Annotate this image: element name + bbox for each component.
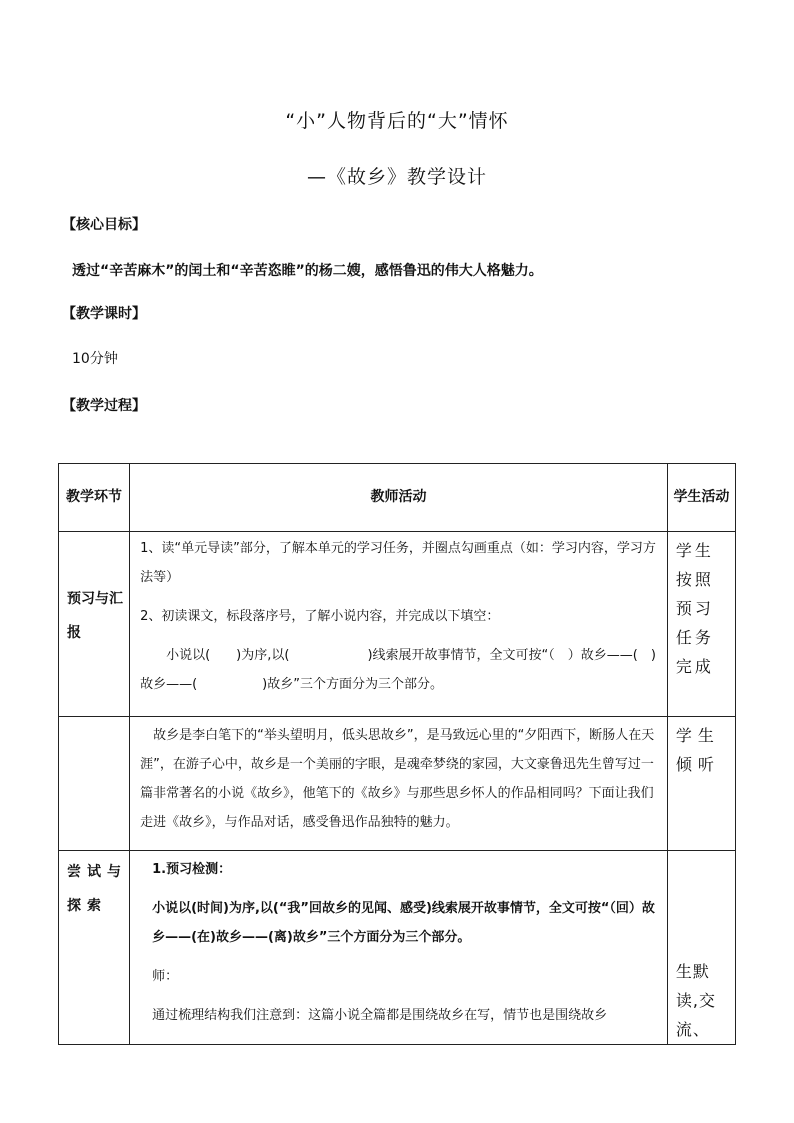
teacher-text-line: 师： — [152, 969, 179, 984]
lesson-table — [58, 463, 736, 1045]
student-activity-text: 生默读,交流、 — [675, 962, 716, 1039]
header-cell-teacher — [130, 464, 668, 532]
stage-label: 预习与汇报 — [67, 591, 123, 641]
stage-label — [59, 717, 129, 767]
stage-cell — [59, 851, 130, 1045]
student-cell — [667, 717, 735, 851]
teacher-cell — [130, 717, 668, 851]
teacher-text-line: 1.预习检测： — [152, 862, 232, 877]
teacher-text-line: 1、读“单元导读”部分，了解本单元的学习任务，并圈点勾画重点（如：学习内容，学习方法等） — [140, 541, 656, 585]
document-subtitle: —《故乡》教学设计 — [306, 166, 487, 188]
header-teacher-label: 教师活动 — [370, 489, 427, 505]
student-activity-text: 学生按照预习任务完成 — [675, 541, 714, 676]
header-stage-label: 教学环节 — [66, 489, 123, 505]
teacher-cell — [130, 532, 668, 717]
stage-cell — [59, 717, 130, 851]
header-cell-student — [667, 464, 735, 532]
time-heading: 【教学课时】 — [62, 306, 146, 322]
header-cell-stage — [59, 464, 130, 532]
teacher-text-line: 小说以( )为序,以( )线索展开故事情节，全文可按“（ ）故乡——( )故乡——( )故乡”三个方面分为三个部分。 — [140, 648, 656, 692]
goal-heading: 【核心目标】 — [62, 217, 146, 233]
time-text: 10分钟 — [72, 351, 118, 367]
student-cell — [667, 532, 735, 717]
document-title: “小”人物背后的“大”情怀 — [285, 110, 509, 132]
table-row — [59, 532, 736, 717]
teacher-text-line: 小说以(时间)为序,以(“我”回故乡的见闻、感受)线索展开故事情节，全文可按“（回）故乡——(在)故乡——(离)故乡”三个方面分为三个部分。 — [152, 901, 655, 945]
student-cell — [667, 851, 735, 1045]
table-row — [59, 851, 736, 1045]
teacher-text-line: 故乡是李白笔下的“举头望明月，低头思故乡”，是马致远心里的“夕阳西下，断肠人在天涯”，在游子心中，故乡是一个美丽的字眼，是魂牵梦绕的家园，大文豪鲁迅先生曾写过一篇非常著名的小说《故乡》，他笔下的《故乡》与那些思乡怀人的作品相同吗？下面让我们走进《故乡》，与作品对话，感受鲁迅作品独特的魅力。 — [140, 728, 655, 830]
student-activity-text: 学生倾听 — [675, 726, 720, 774]
table-row — [59, 717, 736, 851]
goal-text: 透过“辛苦麻木”的闰土和“辛苦恣睢”的杨二嫂，感悟鲁迅的伟大人格魅力。 — [72, 263, 543, 279]
header-student-label: 学生活动 — [673, 489, 730, 505]
teacher-cell — [130, 851, 668, 1045]
stage-label: 尝试与探索 — [67, 864, 127, 914]
process-heading: 【教学过程】 — [62, 398, 146, 414]
table-header-row — [59, 464, 736, 532]
stage-cell — [59, 532, 130, 717]
teacher-text-line: 通过梳理结构我们注意到：这篇小说全篇都是围绕故乡在写，情节也是围绕故乡 — [152, 1008, 608, 1023]
teacher-text-line: 2、初读课文，标段落序号，了解小说内容，并完成以下填空： — [140, 609, 500, 624]
